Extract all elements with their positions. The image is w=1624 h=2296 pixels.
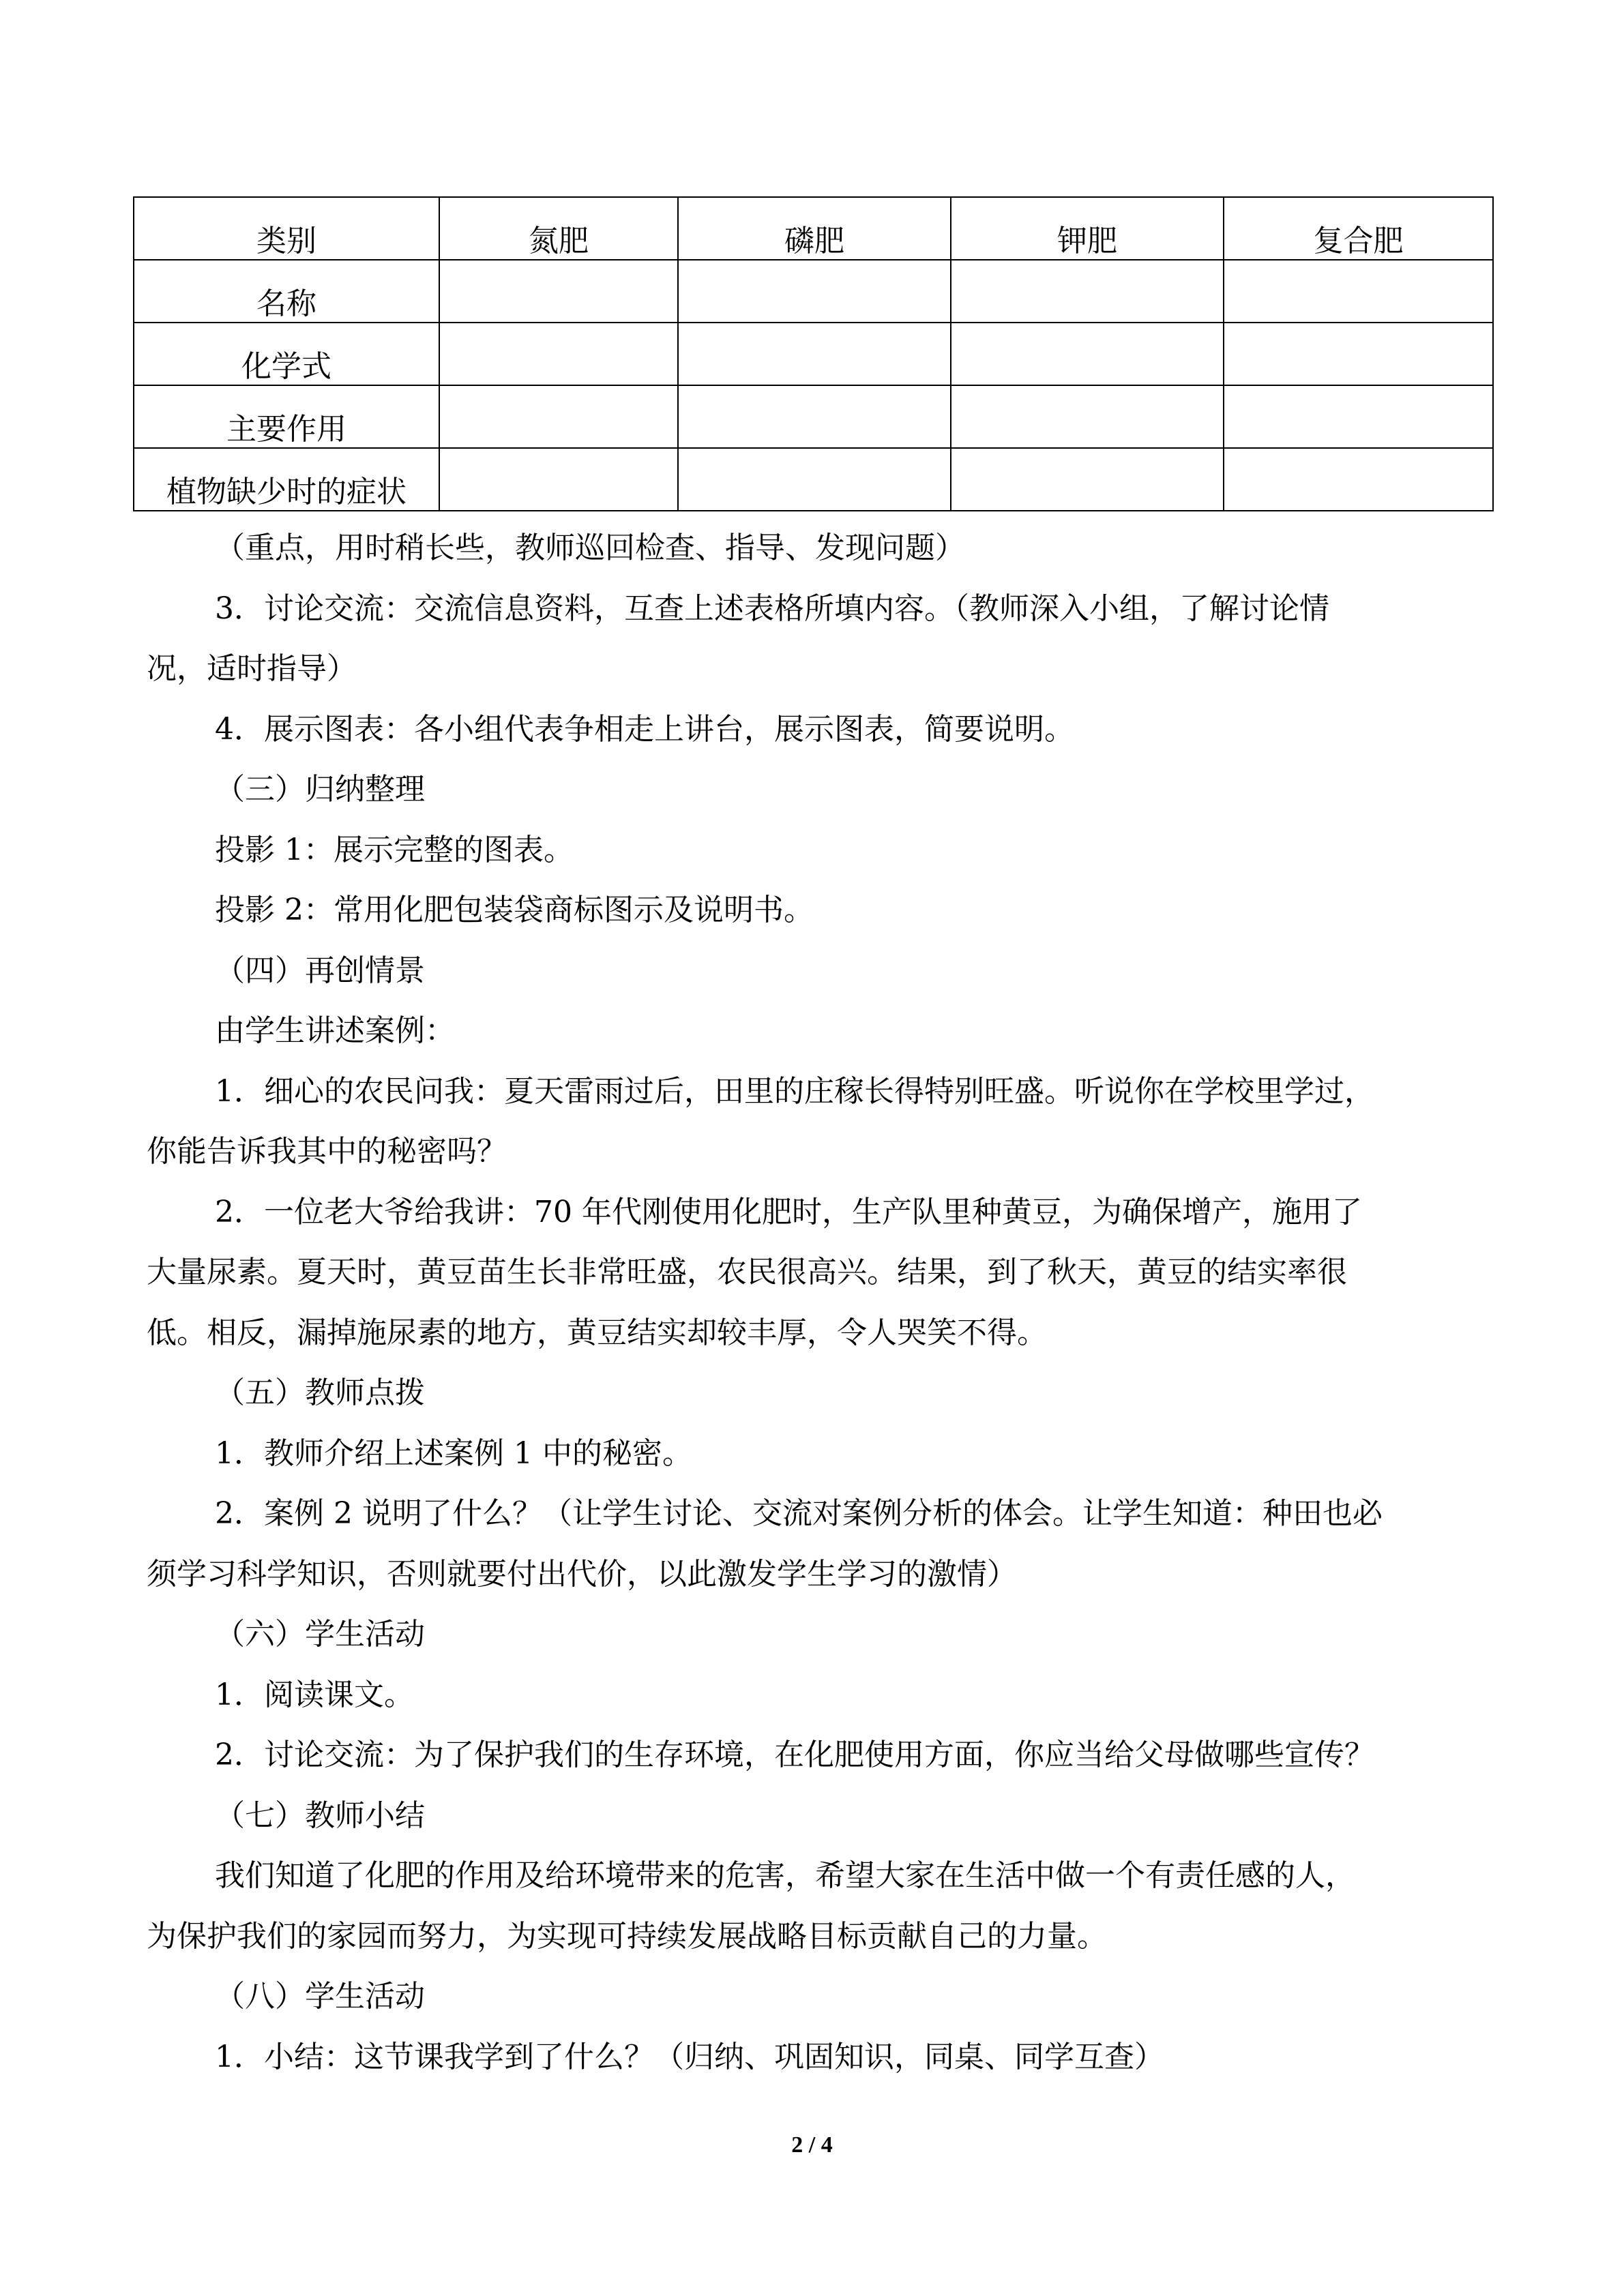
- table-header-cell: 类别: [134, 197, 439, 260]
- table-header-row: [134, 197, 1493, 260]
- paragraph-line: 2．一位老大爷给我讲：70 年代刚使用化肥时，生产队里种黄豆，为确保增产，施用了: [215, 1194, 1362, 1229]
- paragraph-line: 我们知道了化肥的作用及给环境带来的危害，希望大家在生活中做一个有责任感的人，: [215, 1858, 1355, 1893]
- paragraph-line: 投影 2：常用化肥包装袋商标图示及说明书。: [215, 893, 814, 927]
- paragraph-line: （四）再创情景: [215, 953, 425, 988]
- table-header-cell: 复合肥: [1224, 197, 1493, 260]
- paragraph-line: 须学习科学知识，否则就要付出代价，以此激发学生学习的激情）: [147, 1556, 1017, 1592]
- paragraph-line: 2．案例 2 说明了什么？（让学生讨论、交流对案例分析的体会。让学生知道：种田也必: [215, 1496, 1383, 1531]
- fertilizer-table: [133, 196, 1494, 511]
- table-header-cell: 钾肥: [951, 197, 1224, 260]
- table-row: [134, 260, 1493, 323]
- paragraph-line: 你能告诉我其中的秘密吗？: [147, 1134, 507, 1169]
- page-number: 2 / 4: [791, 2132, 833, 2158]
- paragraph-line: 2．讨论交流：为了保护我们的生存环境，在化肥使用方面，你应当给父母做哪些宣传？: [215, 1738, 1374, 1772]
- table-cell: [1224, 323, 1493, 385]
- paragraph-line: 投影 1：展示完整的图表。: [215, 832, 574, 867]
- paragraph-line: 况，适时指导）: [147, 651, 357, 686]
- table-header-cell: 氮肥: [439, 197, 678, 260]
- table-cell: [951, 323, 1224, 385]
- fertilizer-table-body: [134, 197, 1493, 511]
- paragraph-line: （八）学生活动: [215, 1979, 425, 2014]
- table-row: [134, 385, 1493, 448]
- paragraph-line: （三）归纳整理: [215, 772, 425, 807]
- table-cell: [678, 260, 951, 323]
- paragraph-line: 低。相反，漏掉施尿素的地方，黄豆结实却较丰厚，令人哭笑不得。: [147, 1315, 1047, 1350]
- paragraph-line: 1．小结：这节课我学到了什么？（归纳、巩固知识，同桌、同学互查）: [215, 2039, 1164, 2074]
- body-text: [147, 518, 1477, 2087]
- table-header-cell: 磷肥: [678, 197, 951, 260]
- table-row-label: 化学式: [134, 323, 439, 385]
- table-cell: [439, 323, 678, 385]
- paragraph-line: （五）教师点拨: [215, 1375, 425, 1410]
- paragraph-line: （重点，用时稍长些，教师巡回检查、指导、发现问题）: [215, 531, 965, 565]
- paragraph-line: 3．讨论交流：交流信息资料，互查上述表格所填内容。（教师深入小组，了解讨论情: [215, 591, 1329, 626]
- table-cell: [439, 448, 678, 511]
- table-row: [134, 323, 1493, 385]
- table-cell: [951, 260, 1224, 323]
- paragraph-line: 由学生讲述案例：: [215, 1013, 455, 1048]
- paragraph-line: （七）教师小结: [215, 1798, 425, 1833]
- table-cell: [439, 260, 678, 323]
- table-row: [134, 448, 1493, 511]
- table-cell: [951, 448, 1224, 511]
- table-cell: [951, 385, 1224, 448]
- table-cell: [678, 448, 951, 511]
- paragraph-line: 大量尿素。夏天时，黄豆苗生长非常旺盛，农民很高兴。结果，到了秋天，黄豆的结实率很: [147, 1255, 1347, 1289]
- paragraph-line: （六）学生活动: [215, 1617, 425, 1652]
- table-cell: [1224, 385, 1493, 448]
- table-cell: [678, 323, 951, 385]
- paragraph-line: 为保护我们的家园而努力，为实现可持续发展战略目标贡献自己的力量。: [147, 1918, 1107, 1954]
- table-cell: [439, 385, 678, 448]
- table-cell: [1224, 448, 1493, 511]
- paragraph-line: 4．展示图表：各小组代表争相走上讲台，展示图表，简要说明。: [215, 711, 1074, 747]
- table-cell: [1224, 260, 1493, 323]
- table-row-label: 植物缺少时的症状: [134, 448, 439, 511]
- paragraph-line: 1．阅读课文。: [215, 1677, 414, 1712]
- paragraph-line: 1．教师介绍上述案例 1 中的秘密。: [215, 1435, 692, 1471]
- paragraph-line: 1．细心的农民问我：夏天雷雨过后，田里的庄稼长得特别旺盛。听说你在学校里学过，: [215, 1073, 1374, 1109]
- table-cell: [678, 385, 951, 448]
- table-row-label: 名称: [134, 260, 439, 323]
- table-row-label: 主要作用: [134, 385, 439, 448]
